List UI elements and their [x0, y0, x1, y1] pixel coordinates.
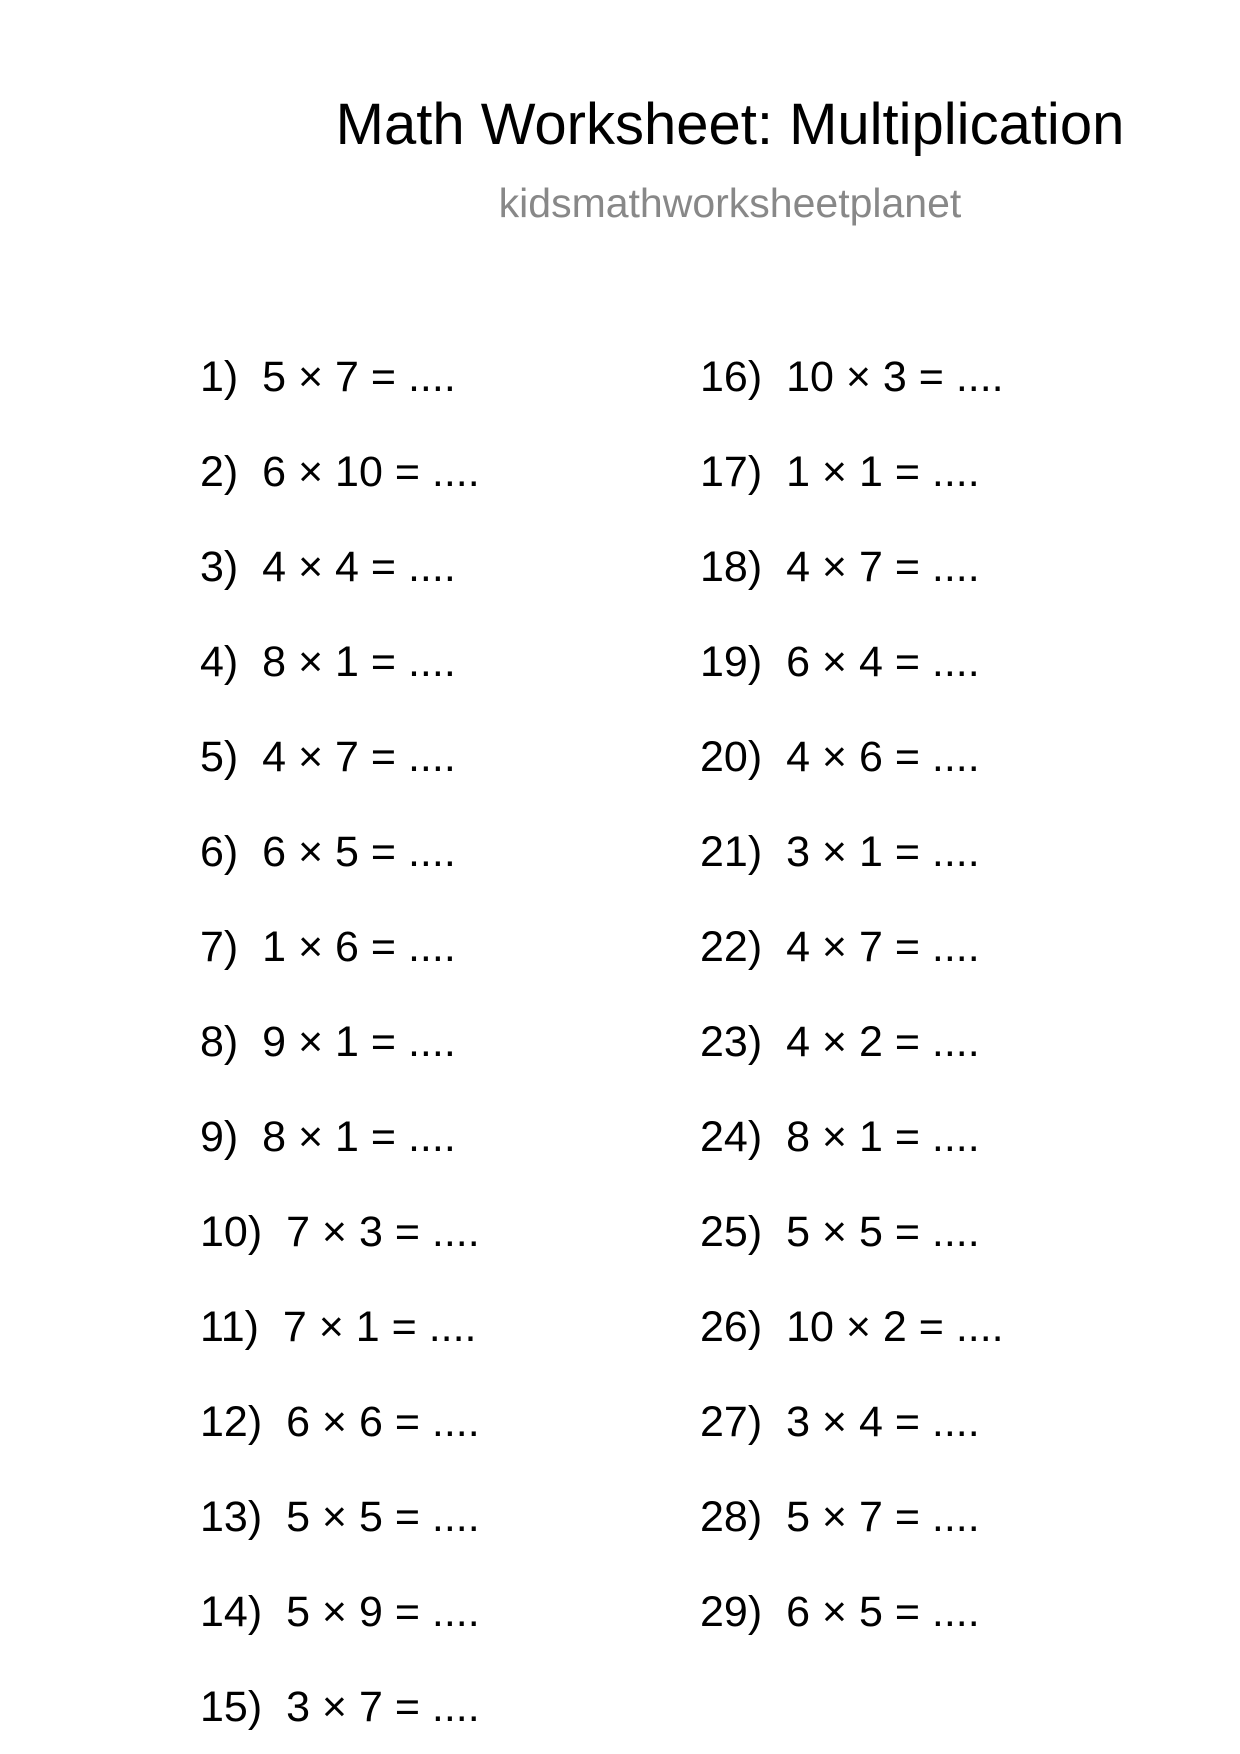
problem-3: [200, 543, 456, 594]
problem-26: [700, 1303, 1004, 1354]
problem-expression: 3 × 4 = ....: [786, 1398, 980, 1446]
problem-21: [700, 828, 980, 879]
problem-expression: 4 × 4 = ....: [262, 543, 456, 591]
problem-14: [200, 1588, 480, 1639]
problem-expression: 5 × 9 = ....: [286, 1588, 480, 1636]
problem-number: 3): [200, 543, 239, 591]
problem-expression: 4 × 2 = ....: [786, 1018, 980, 1066]
problem-expression: 4 × 7 = ....: [262, 733, 456, 781]
problem-expression: 6 × 6 = ....: [286, 1398, 480, 1446]
problem-22: [700, 923, 980, 974]
problem-expression: 6 × 5 = ....: [262, 828, 456, 876]
problem-23: [700, 1018, 980, 1069]
problem-number: 18): [700, 543, 763, 591]
problem-5: [200, 733, 456, 784]
problem-expression: 8 × 1 = ....: [262, 1113, 456, 1161]
problem-expression: 6 × 5 = ....: [786, 1588, 980, 1636]
problem-number: 27): [700, 1398, 763, 1446]
problem-expression: 8 × 1 = ....: [262, 638, 456, 686]
problem-expression: 1 × 1 = ....: [786, 448, 980, 496]
problem-number: 29): [700, 1588, 763, 1636]
problem-expression: 5 × 5 = ....: [286, 1493, 480, 1541]
problem-20: [700, 733, 980, 784]
problem-29: [700, 1588, 980, 1639]
problem-number: 24): [700, 1113, 763, 1161]
problem-19: [700, 638, 980, 689]
problem-13: [200, 1493, 480, 1544]
problem-8: [200, 1018, 456, 1069]
problem-number: 19): [700, 638, 763, 686]
problem-number: 4): [200, 638, 239, 686]
problem-expression: 7 × 3 = ....: [286, 1208, 480, 1256]
worksheet-title: Math Worksheet: Multiplication: [335, 92, 1125, 157]
problem-number: 12): [200, 1398, 263, 1446]
problem-10: [200, 1208, 480, 1259]
problem-9: [200, 1113, 456, 1164]
problem-number: 16): [700, 353, 763, 401]
problem-expression: 4 × 7 = ....: [786, 543, 980, 591]
problem-expression: 5 × 5 = ....: [786, 1208, 980, 1256]
problem-number: 28): [700, 1493, 763, 1541]
problem-number: 21): [700, 828, 763, 876]
problem-number: 13): [200, 1493, 263, 1541]
problem-4: [200, 638, 456, 689]
problem-7: [200, 923, 456, 974]
problem-17: [700, 448, 980, 499]
problem-28: [700, 1493, 980, 1544]
problem-12: [200, 1398, 480, 1449]
problem-number: 5): [200, 733, 239, 781]
problem-27: [700, 1398, 980, 1449]
problem-11: [200, 1303, 477, 1354]
problem-number: 7): [200, 923, 239, 971]
problem-number: 15): [200, 1683, 263, 1731]
problem-expression: 4 × 7 = ....: [786, 923, 980, 971]
problem-number: 10): [200, 1208, 263, 1256]
problem-expression: 3 × 7 = ....: [286, 1683, 480, 1731]
problem-expression: 6 × 10 = ....: [262, 448, 480, 496]
problem-expression: 3 × 1 = ....: [786, 828, 980, 876]
problem-18: [700, 543, 980, 594]
problem-15: [200, 1683, 480, 1734]
problem-number: 22): [700, 923, 763, 971]
problem-expression: 6 × 4 = ....: [786, 638, 980, 686]
problem-number: 26): [700, 1303, 763, 1351]
problem-number: 17): [700, 448, 763, 496]
problem-number: 2): [200, 448, 239, 496]
worksheet-subtitle: kidsmathworksheetplanet: [498, 180, 962, 226]
problem-number: 1): [200, 353, 239, 401]
problem-2: [200, 448, 480, 499]
problem-number: 14): [200, 1588, 263, 1636]
problem-number: 20): [700, 733, 763, 781]
problem-16: [700, 353, 1004, 404]
problem-number: 11): [200, 1303, 259, 1351]
problem-number: 9): [200, 1113, 239, 1161]
problem-1: [200, 353, 456, 404]
problem-expression: 9 × 1 = ....: [262, 1018, 456, 1066]
problem-24: [700, 1113, 980, 1164]
problem-expression: 5 × 7 = ....: [262, 353, 456, 401]
problem-expression: 8 × 1 = ....: [786, 1113, 980, 1161]
problem-number: 8): [200, 1018, 239, 1066]
problem-25: [700, 1208, 980, 1259]
problem-expression: 10 × 3 = ....: [786, 353, 1004, 401]
problem-number: 25): [700, 1208, 763, 1256]
problem-6: [200, 828, 456, 879]
problem-number: 23): [700, 1018, 763, 1066]
problem-expression: 4 × 6 = ....: [786, 733, 980, 781]
problem-number: 6): [200, 828, 239, 876]
problem-expression: 5 × 7 = ....: [786, 1493, 980, 1541]
problem-expression: 7 × 1 = ....: [282, 1303, 477, 1351]
problem-expression: 1 × 6 = ....: [262, 923, 456, 971]
problem-expression: 10 × 2 = ....: [786, 1303, 1004, 1351]
